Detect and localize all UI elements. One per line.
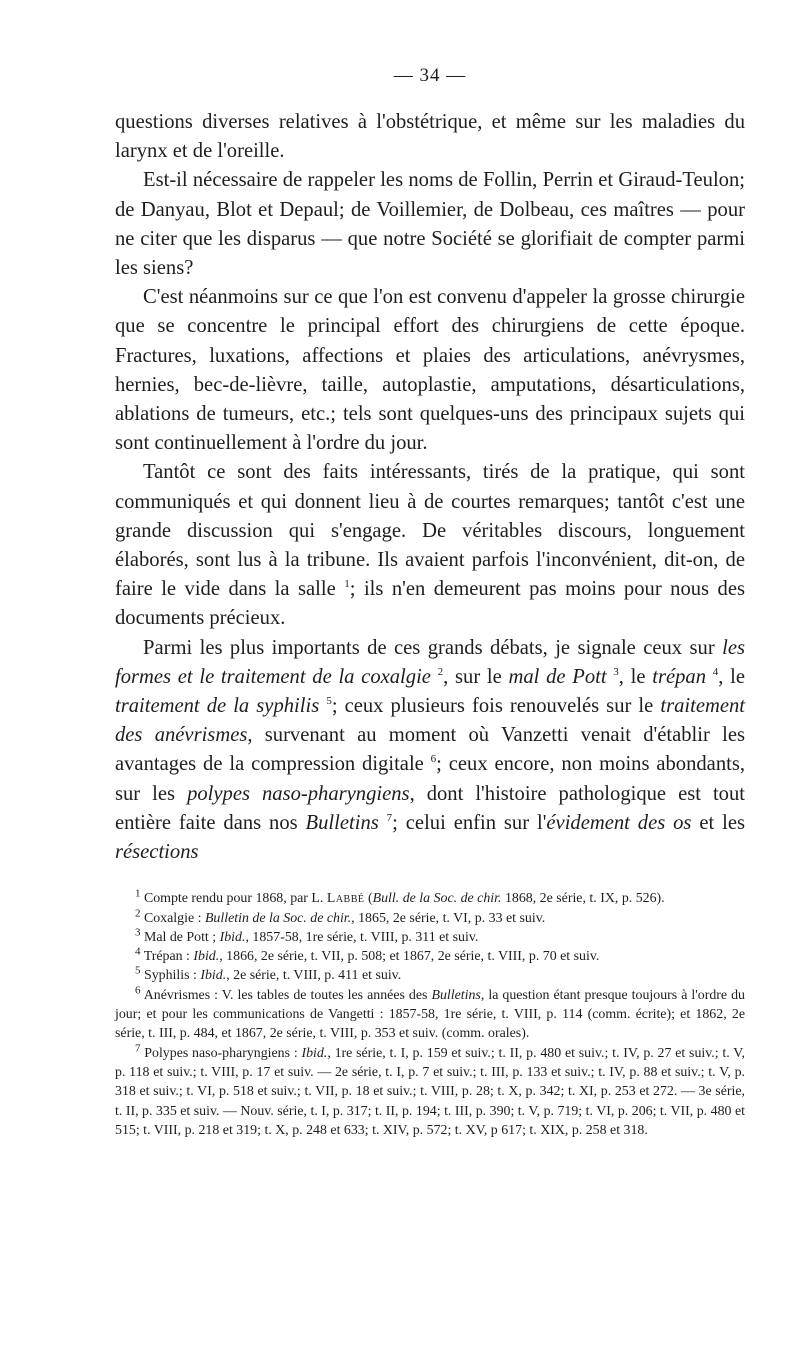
italic-text: polypes naso-pharyngiens [187, 782, 410, 805]
text-run: C'est néanmoins sur ce que l'on est convenu d'appeler la grosse chirurgie que se concentre le principal effort des chirurgiens de cette époque. Fractures, luxations, affections et plaies des articulations, anévrysmes, hernies, bec-de-lièvre, taille, autoplastie, amputations, désarticulations, ablations de tumeurs, etc.; tels sont quelques-uns des principaux sujets qui sont continuellement à l'ordre du jour. [115, 286, 745, 455]
italic-text: Bull. de la Soc. de chir. [372, 891, 502, 907]
text-run: 1868, 2e série, t. IX, p. 526). [501, 891, 665, 907]
text-run: , 2e série, t. VIII, p. 411 et suiv. [226, 968, 402, 984]
footnote-ref: 7 [386, 812, 393, 825]
italic-text: résections [115, 841, 199, 864]
text-run: questions diverses relatives à l'obstétrique, et même sur les maladies du larynx et de l'oreille. [115, 111, 745, 163]
italic-text: Bulletins [305, 811, 379, 834]
footnote [115, 966, 745, 985]
author-name: Labbé [326, 891, 365, 907]
text-run: ; ceux encore, non moins abondants, sur les [115, 753, 745, 805]
text-run: , dont l'histoire pathologique est tout entière faite dans nos [115, 782, 745, 834]
italic-text: traitement des anévrismes [115, 695, 746, 747]
text-run: Tantôt ce sont des faits intéressants, tirés de la pratique, qui sont communiqués et qui donnent lieu à de courtes remarques; tantôt c'est une grande discussion qui s'engage. De véritables discours, longuement élaborés, sont lus à la tribune. Ils avaient parfois l'inconvénient, dit-on, de faire le vide dans la salle [115, 461, 745, 601]
paragraph [115, 634, 745, 868]
footnote-ref: 1 [135, 887, 141, 900]
italic-text: mal de Pott [508, 665, 607, 688]
text-run: , le [618, 665, 653, 688]
text-run: ; ceux plusieurs fois renouvelés sur le [331, 695, 661, 718]
text-run: , 1857-58, 1re série, t. VIII, p. 311 et suiv. [245, 929, 479, 945]
body-text [115, 108, 745, 867]
footnote [115, 986, 745, 1044]
text-run: Coxalgie : [140, 910, 205, 926]
italic-text: évidement des os [546, 811, 692, 834]
text-run: , sur le [443, 665, 509, 688]
footnote-ref: 5 [135, 964, 141, 977]
footnote [115, 889, 745, 908]
footnote [115, 947, 745, 966]
text-run: , 1865, 2e série, t. VI, p. 33 et suiv. [351, 910, 546, 926]
italic-text: Bulletins [431, 987, 481, 1003]
text-run: ; celui enfin sur l' [392, 811, 547, 834]
italic-text: Ibid. [193, 949, 220, 965]
italic-text: Bulletin de la Soc. de chir. [204, 910, 352, 926]
text-run: , survenant au moment où Vanzetti venait d'établir les avantages de la compression digitale [115, 724, 745, 776]
footnote-ref: 3 [613, 666, 619, 678]
footnote-ref: 2 [135, 906, 141, 919]
paragraph [115, 458, 745, 633]
footnote [115, 1044, 745, 1140]
footnotes [115, 889, 745, 1140]
paragraph [115, 108, 745, 166]
italic-text: Ibid. [200, 968, 227, 984]
text-run: , le [718, 665, 745, 688]
footnote-ref: 6 [135, 984, 141, 997]
text-run: , 1866, 2e série, t. VII, p. 508; et 1867, 2e série, t. VIII, p. 70 et suiv. [219, 949, 600, 965]
italic-text: traitement de la syphilis [115, 695, 320, 718]
footnote-ref: 4 [712, 666, 719, 678]
text-run [379, 812, 387, 834]
page-number: — 34 — [393, 65, 467, 86]
text-run [706, 666, 713, 688]
footnote [115, 928, 745, 947]
footnote-ref: 5 [326, 695, 332, 708]
text-run: Est-il nécessaire de rappeler les noms de Follin, Perrin et Giraud-Teulon; de Danyau, Blot et Depaul; de Voillemier, de Dolbeau, ces maîtres — pour ne citer que les disparus — que notre Société se glorifiait de compter parmi les siens? [115, 169, 745, 280]
text-run [431, 666, 438, 688]
text-run: Compte rendu pour 1868, par L. [140, 891, 327, 907]
italic-text: trépan [652, 665, 707, 688]
paragraph [115, 283, 745, 458]
text-run: , 1re série, t. I, p. 159 et suiv.; t. II, p. 480 et suiv.; t. IV, p. 27 et suiv.; t. V, p. 118 et suiv.; t. VIII, p. 17 et suiv. — 2e série, t. I, p. 7 et suiv.; t. III, p. 133 et suiv.; t. IV, p. 88 et suiv.; t. V, p. 318 et suiv.; t. VI, p. 518 et suiv.; t. VII, p. 18 et suiv.; t. VIII, p. 28; t. X, p. 342; t. XI, p. 253 et 272. — 3e série, t. II, p. 335 et suiv. — Nouv. série, t. I, p. 317; t. II, p. 194; t. III, p. 390; t. V, p. 719; t. VI, p. 206; t. VII, p. 480 et 515; t. VIII, p. 218 et 319; t. X, p. 248 et 633; t. XIV, p. 572; t. XV, p 617; t. XIX, p. 258 et 318. [115, 1045, 745, 1138]
text-run: , la question étant presque toujours à l'ordre du jour; et pour les communications de Vangetti : 1857-58, 1re série, t. VIII, p. 114 (comm. écrite); et 1862, 2e série, t. III, p. 484, et 1867, 2e série, t. VIII, p. 353 et suiv. (comm. orales). [115, 987, 745, 1042]
footnote-ref: 2 [437, 666, 444, 678]
footnote [115, 906, 745, 928]
italic-text: Ibid. [219, 929, 246, 945]
footnote-ref: 6 [430, 753, 437, 766]
footnote-ref: 7 [135, 1042, 141, 1055]
footnote-ref: 4 [135, 945, 141, 958]
document-page [115, 64, 745, 1140]
text-run: et les [691, 811, 745, 834]
italic-text: Ibid. [301, 1045, 328, 1061]
text-run: Anévrismes : V. les tables de toutes les années des [140, 987, 432, 1003]
italic-text: les formes et le traitement de la coxalgie [115, 636, 745, 688]
text-run: Mal de Pott ; [140, 929, 220, 945]
paragraph [115, 166, 745, 283]
text-run: Parmi les plus importants de ces grands débats, je signale ceux sur [143, 636, 723, 659]
text-run: Polypes naso-pharyngiens : [140, 1045, 302, 1061]
footnote-ref: 1 [344, 578, 350, 591]
text-run: ( [364, 891, 373, 907]
text-run: Syphilis : [140, 968, 201, 984]
text-run: Trépan : [140, 949, 194, 965]
text-run: ; ils n'en demeurent pas moins pour nous des documents précieux. [115, 578, 745, 630]
footnote-ref: 3 [135, 926, 141, 939]
